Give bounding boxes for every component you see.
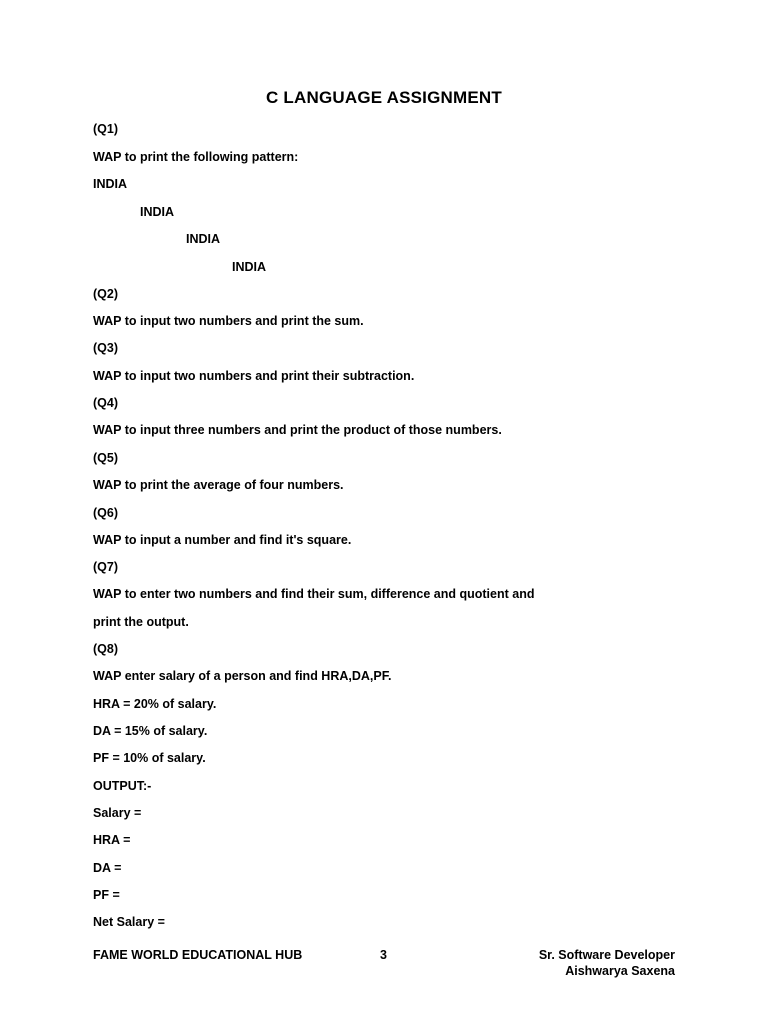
pattern-line-2: INDIA	[140, 205, 175, 219]
pf-rule: PF = 10% of salary.	[93, 751, 206, 765]
footer-author-role: Sr. Software Developer	[538, 948, 675, 962]
q1-label: (Q1)	[93, 122, 118, 136]
hra-rule: HRA = 20% of salary.	[93, 697, 217, 711]
q7-text: WAP to enter two numbers and find their sum, difference and quotient and	[93, 587, 535, 601]
pattern-line-3: INDIA	[186, 232, 221, 246]
q7-text-continued: print the output.	[93, 615, 189, 629]
q8-label: (Q8)	[93, 642, 118, 656]
pattern-line-1: INDIA	[93, 177, 128, 191]
q8-text: WAP enter salary of a person and find HRA,DA,PF.	[93, 669, 392, 683]
q5-text: WAP to print the average of four numbers.	[93, 478, 344, 492]
q5-label: (Q5)	[93, 451, 118, 465]
q7-label: (Q7)	[93, 560, 118, 574]
footer-organization: FAME WORLD EDUCATIONAL HUB	[93, 948, 303, 962]
q2-text: WAP to input two numbers and print the sum.	[93, 314, 364, 328]
footer-page-number: 3	[380, 948, 387, 962]
q3-text: WAP to input two numbers and print their subtraction.	[93, 369, 415, 383]
pattern-line-4: INDIA	[232, 260, 267, 274]
output-net-salary: Net Salary =	[93, 915, 165, 929]
output-heading: OUTPUT:-	[93, 779, 152, 793]
da-rule: DA = 15% of salary.	[93, 724, 208, 738]
q6-text: WAP to input a number and find it's square.	[93, 533, 352, 547]
q4-label: (Q4)	[93, 396, 118, 410]
q3-label: (Q3)	[93, 341, 118, 355]
q2-label: (Q2)	[93, 287, 118, 301]
q1-text: WAP to print the following pattern:	[93, 150, 299, 164]
footer-author-name: Aishwarya Saxena	[565, 964, 675, 978]
footer-author	[539, 947, 675, 979]
output-pf: PF =	[93, 888, 120, 902]
output-da: DA =	[93, 861, 122, 875]
q6-label: (Q6)	[93, 506, 118, 520]
page-title: C LANGUAGE ASSIGNMENT	[266, 88, 502, 107]
output-hra: HRA =	[93, 833, 131, 847]
output-salary: Salary =	[93, 806, 142, 820]
q4-text: WAP to input three numbers and print the product of those numbers.	[93, 423, 502, 437]
